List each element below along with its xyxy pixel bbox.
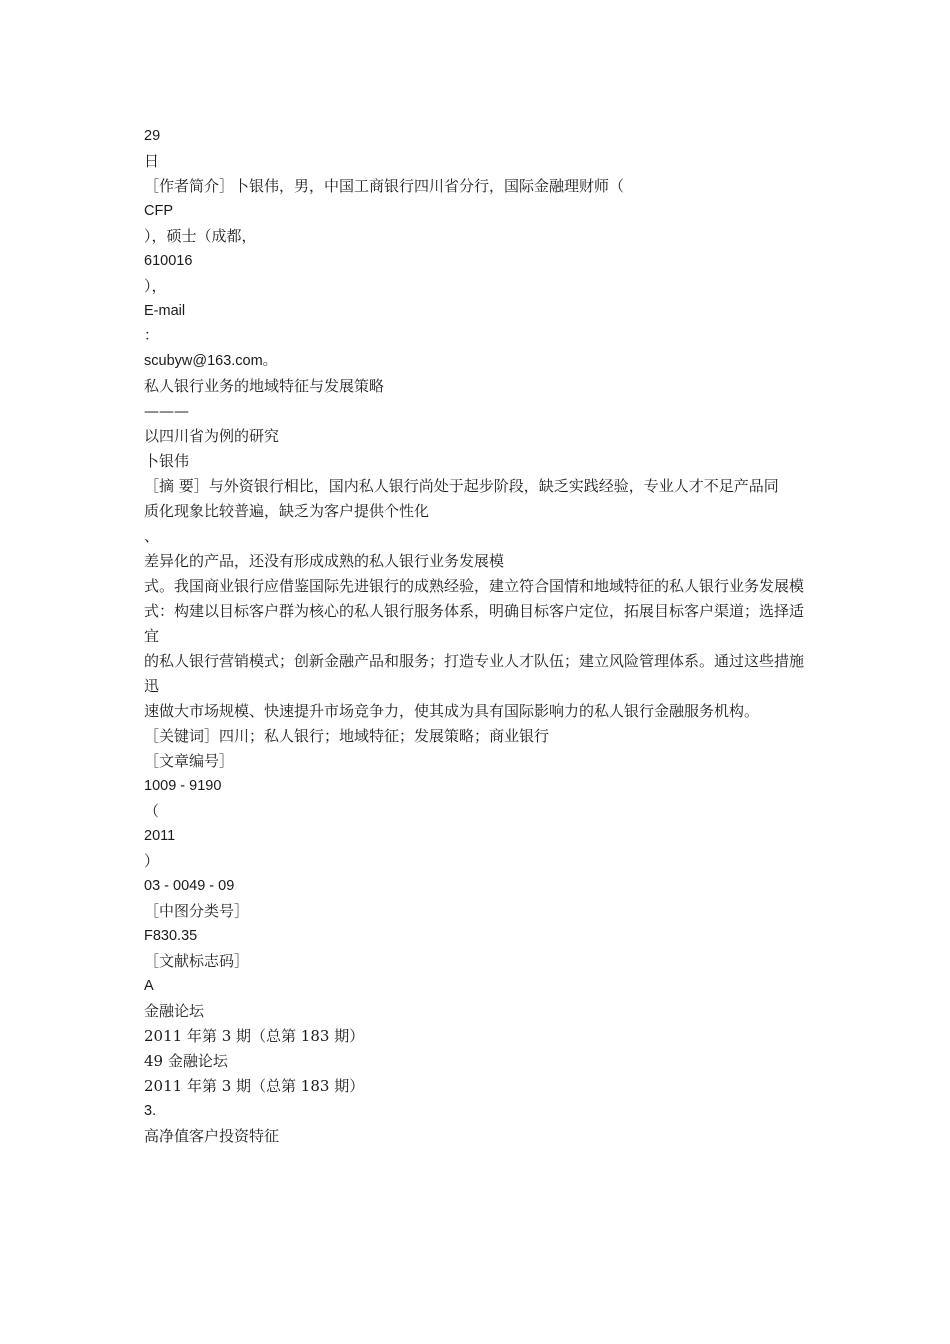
abstract-line: 质化现象比较普遍，缺乏为客户提供个性化 [144,502,430,520]
journal-name: 金融论坛 [144,1002,205,1020]
author-bio-punct: ）， [144,277,167,295]
author-email-colon: ： [144,328,159,344]
clc-number-label: ［中图分类号］ [144,902,250,920]
article-subtitle: 以四川省为例的研究 [144,427,280,445]
abstract-line: 速做大市场规模、快速提升市场竞争力，使其成为具有国际影响力的私人银行金融服务机构。 [144,702,760,720]
date-day-suffix: 日 [144,152,160,170]
article-title-dash: ——— [144,402,189,420]
abstract-line: 的私人银行营销模式；创新金融产品和服务；打造专业人才队伍；建立风险管理体系。通过这些措施迅 [144,652,805,695]
date-day-number: 29 [144,128,161,144]
author-email-label: E-mail [144,303,186,319]
keywords: ［关键词］四川；私人银行；地域特征；发展策略；商业银行 [144,727,550,745]
article-title: 私人银行业务的地域特征与发展策略 [144,377,385,395]
author-bio-postcode: 610016 [144,253,193,269]
document-code-label: ［文献标志码］ [144,952,250,970]
page-header-issue: 2011 年第 3 期（总第 183 期） [144,1077,365,1095]
abstract-line: 式。我国商业银行应借鉴国际先进银行的成熟经验，建立符合国情和地域特征的私人银行业务发展模 [144,577,805,595]
author-bio-cfp: CFP [144,203,173,219]
abstract-line: ［摘 要］与外资银行相比，国内私人银行尚处于起步阶段，缺乏实践经验，专业人才不足产品同 [144,477,779,495]
author-email-address: scubyw@163.com。 [144,353,278,369]
article-number-suffix: 03 - 0049 - 09 [144,878,235,894]
abstract-line: 式：构建以目标客户群为核心的私人银行服务体系，明确目标客户定位，拓展目标客户渠道；选择适宜 [144,602,805,645]
article-number-paren-close: ） [144,852,160,870]
clc-number-value: F830.35 [144,928,198,944]
page-header-journal: 49 金融论坛 [144,1052,228,1070]
document-code-value: A [144,978,154,994]
author-bio-degree: ），硕士（成都， [144,227,257,245]
article-number-paren-open: （ [144,802,160,820]
article-number-year: 2011 [144,828,176,844]
document-body [144,124,810,1149]
journal-issue: 2011 年第 3 期（总第 183 期） [144,1027,365,1045]
section-number: 3. [144,1103,157,1119]
article-number-issn: 1009 - 9190 [144,778,222,794]
article-author: 卜银伟 [144,452,190,470]
abstract-line: 、 [144,527,160,545]
article-number-label: ［文章编号］ [144,752,235,770]
author-bio: ［作者简介］卜银伟，男，中国工商银行四川省分行，国际金融理财师（ [144,177,625,195]
abstract-line: 差异化的产品，还没有形成成熟的私人银行业务发展模 [144,552,505,570]
section-heading: 高净值客户投资特征 [144,1127,280,1145]
